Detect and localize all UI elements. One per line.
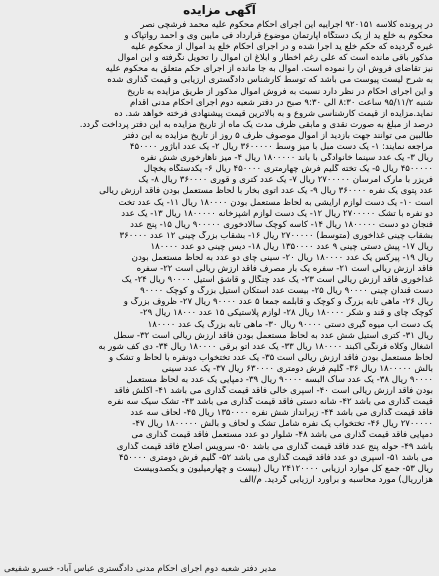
- notice-line: هزارریال) مورد محاسبه و برآورد ارزیابی گردید. م/الف: [239, 474, 433, 485]
- notice-line: به شرح لیست پیوست می باشد که توسط کارشناس دادگستری ارزیابی و قیمت گذاری شده: [107, 75, 433, 86]
- notice-line: عدد پتوی یک نفره ۳۶۰۰۰۰ ریال ۹- یک عدد اتوی بخار با لحاظ مستعمل بودن فاقد ارزش ریالی: [99, 186, 433, 197]
- notice-line: لحاظ مستعمل بودن فاقد ارزش ریالی است ۳۵- یک عدد تختخواب دونفره با لحاظ و تشک و: [108, 352, 433, 363]
- notice-body: [4, 20, 433, 574]
- notice-line: شنبه ۹۵/۱۱/۲ ساعت ۸:۳۰ الی ۹:۳۰ صبح در دفتر شعبه دوم اجرای احکام مدنی اقدام: [129, 97, 433, 108]
- notice-line: ۲۷۰۰۰۰۰ ریال ۴۶- تختخواب یک نفره شامل تشک و لحاف و بالش ۱۸۰۰۰۰۰ ریال ۴۷-: [132, 419, 433, 430]
- notice-line: درصد از مبلغ به صورت نقدی و مابقی ظرف مدت یک ماه از تاریخ مزایده به این دفتر پرداخت گردد.: [79, 119, 433, 130]
- notice-line: ۴۵۰۰۰۰۰ ریال ۵- یک تخته گلیم فرش چهارمتری ۴۵۰۰۰۰ ریال ۶- یکدستگاه یخچال: [143, 164, 433, 175]
- notice-line: فریزر با مارک امرسان ۲۷۰۰۰۰۰ ریال ۷- یک عدد کتری و قوری ۳۶۰۰۰۰ ریال ۸- یک: [138, 175, 433, 186]
- notice-line: بالش ۱۸۰۰۰۰۰ ریال ۳۶- گلیم فرش دومتری ۶۳۰۰۰۰ ریال ۳۷- یک عدد سینی: [161, 363, 433, 374]
- notice-line: یک دست آب میوه گیری دستی ۹۰۰۰۰ ریال ۳۰- ماهی تابه بزرگ یک عدد ۱۸۰۰۰۰: [147, 319, 433, 330]
- notice-line: نماید.مزایده از قیمت کارشناسی شروع و به بالاترین قیمت پیشنهادی فرخته خواهد شد. ده: [114, 108, 433, 119]
- notice-line: طالبین می توانند جهت بازدید از اموال موصوف ظرف ۵ روز از تاریخ مزایده به این دفتر: [123, 130, 433, 141]
- notice-signature: مدیر دفتر شعبه دوم اجرای احکام مدنی دادگستری عباس آباد- خسرو شفیعی: [4, 564, 277, 574]
- notice-line: ریال ۵۳- جمع کل موارد ارزیابی ۲۴۱۲۰۰۰۰ ریال (بیست و چهارمیلیون و یکصدوبیست: [133, 463, 433, 474]
- notice-line: ریال ۱۷- پیش دستی چینی ۹ عدد ۱۳۵۰۰۰۰ ریال ۱۸- دیس چینی دو عدد ۱۸۰۰۰۰: [150, 241, 433, 252]
- notice-line: در پرونده کلاسه ۹۲۰۱۵۱ اجراییه این اجرای احکام محکوم علیه محمد فرشچی نصر: [140, 20, 433, 30]
- notice-line: دست قندان چینی ۹۰۰۰۰ ریال ۲۵- بیست عدد استکان استیل بزرگ و کوچک ۹۰۰۰۰: [140, 286, 433, 297]
- notice-line: بشقاب چینی غذاخوری (متوسط) ۲۷۰۰۰۰۰ ریال ۱۶- بشقاب بزرگ چینی ۱۲ عدد ۳۶۰۰۰۰: [119, 230, 433, 241]
- notice-line: بودن فاقد ارزش ریالی است ۴۰- اسپری خالی فاقد قیمت گذاری می باشد ۴۱- اکلش فاقد: [114, 386, 433, 397]
- notice-line: دو نفره با تشک ۲۷۰۰۰۰۰ ریال ۱۲- یک دست لوازم آشپزخانه ۱۸۰۰۰۰۰ ریال ۱۳- یک عدد: [121, 208, 433, 219]
- notice-line: فاقد ارزش ریالی است ۲۱- سفره یک بار مصرف فاقد ارزش ریالی است ۲۲- سفره: [136, 264, 433, 275]
- notice-line: آشغال وکلاه فرنگی آکبند ۱۸۰۰۰۰ ریال ۳۳- یک عدد اتو برقی ۱۸۰۰۰۰ ریال ۳۴- دی کف شور به: [98, 341, 433, 352]
- notice-line: کوچک چای و قند و شکر ۱۸۰۰۰۰ ریال ۲۸- لوازم پلاستیکی ۱۵ عدد ۱۸۰۰۰ ریال ۲۹-: [139, 308, 433, 319]
- notice-line: مذکور باقی مانده است که علی رغم اخطار و ابلاغ آن اموال را تحویل نگرفته و این اموال: [117, 53, 433, 64]
- notice-title: آگهی مزایده: [183, 3, 256, 17]
- notice-line: و این اجرای احکام در نظر دارد نسبت به فروش اموال مذکور از طریق مزایده به تاریخ: [127, 86, 433, 97]
- notice-line: می باشد ۵۱- اسپری دو عدد فاقد قیمت گذاری می باشد ۵۲- گلیم فرش دومتری ۴۵۰۰۰۰: [119, 452, 433, 463]
- notice-line: غذاخوری فاقد ارزش ریالی است ۲۳- یک عدد چنگال و قاشق استیل ۹۰۰۰۰ ریال ۲۴- یک: [121, 275, 433, 286]
- notice-line: ریال ۱۹- پیرکس یک عدد ۱۸۰۰۰۰ ریال ۲۰- سینی چای دو عدد به لحاظ مستعمل بودن: [131, 252, 433, 263]
- notice-line: فاقد قیمت گذاری می باشد ۴۴- زیرانداز شش نفره ۱۳۵۰۰۰۰ ریال ۴۵- لحاف سه عدد: [130, 408, 433, 419]
- notice-line: فنجان دو دست ۱۸۰۰۰۰۰ ریال ۱۴- کاسه کوچک سالادخوری ۹۰۰۰۰۰ ریال ۱۵- پنج عدد: [130, 219, 433, 230]
- notice-line: مراجعه نمایند: ۱- یک دست مبل با میز وسط ۳۶۰۰۰۰۰ ریال ۲- یک عدد آباژور ۴۵۰۰۰۰: [129, 142, 433, 153]
- notice-line: ریال ۲۶- ماهی تابه بزرگ و کوچک و قابلمه جمعا ۵ عدد ۹۰۰۰۰ ریال ۲۷- ظروف بزرگ و: [123, 297, 433, 308]
- notice-line: دمپایی فاقد قیمت گذاری می باشد ۴۸- شلوار دو عدد مستعمل فاقد قیمت گذاری می: [131, 430, 433, 441]
- notice-line: است ۱۰- یک دست لوازم آرایشی به لحاظ مستعمل بودن ۱۸۰۰۰۰ ریال ۱۱- یک عدد تخت: [118, 197, 433, 208]
- notice-line: نیز تقاضای فروش آن را نموده است. اموال به جا مانده از اجرای حکم متعلق به محکوم علیه: [105, 64, 433, 75]
- notice-line: محکوم به خلع ید از یک دستگاه آپارتمان موضوع قرارداد فی مابین وی و احمد رواتپاک و: [124, 31, 433, 42]
- notice-line: باشد ۴۹- حوله پنج عدد فاقد قیمت گذاری می باشد ۵۰- سرویس اصلاح فاقد قیمت گذاری: [116, 441, 433, 452]
- notice-line: غیره گردیده که حکم خلع ید اجرا شده و در اجرای احکام خلع ید اموال از محکوم علیه: [130, 42, 433, 53]
- notice-line: ۹۰۰۰۰ ریال ۳۸- یک عدد ساک البسه ۹۰۰۰۰ ریال ۳۹- دمپایی یک عدد به لحاظ مستعمل: [126, 375, 433, 385]
- notice-line: ریال ۳۱- کتری استیل شش عدد به لحاظ مستعمل بودن فاقد ارزش ریالی است ۳۲- سطل: [113, 330, 433, 341]
- notice-line: قیمت گذاری می باشد ۴۲- شانه دستی فاقد قیمت گذاری می باشد ۴۳- تشک سیک سه نفره: [107, 397, 433, 408]
- notice-line: ریال ۳- یک عدد سینما خانوادگی با باند ۱۸۰۰۰۰۰ ریال ۴- میز ناهارخوری شش نفره: [140, 153, 433, 164]
